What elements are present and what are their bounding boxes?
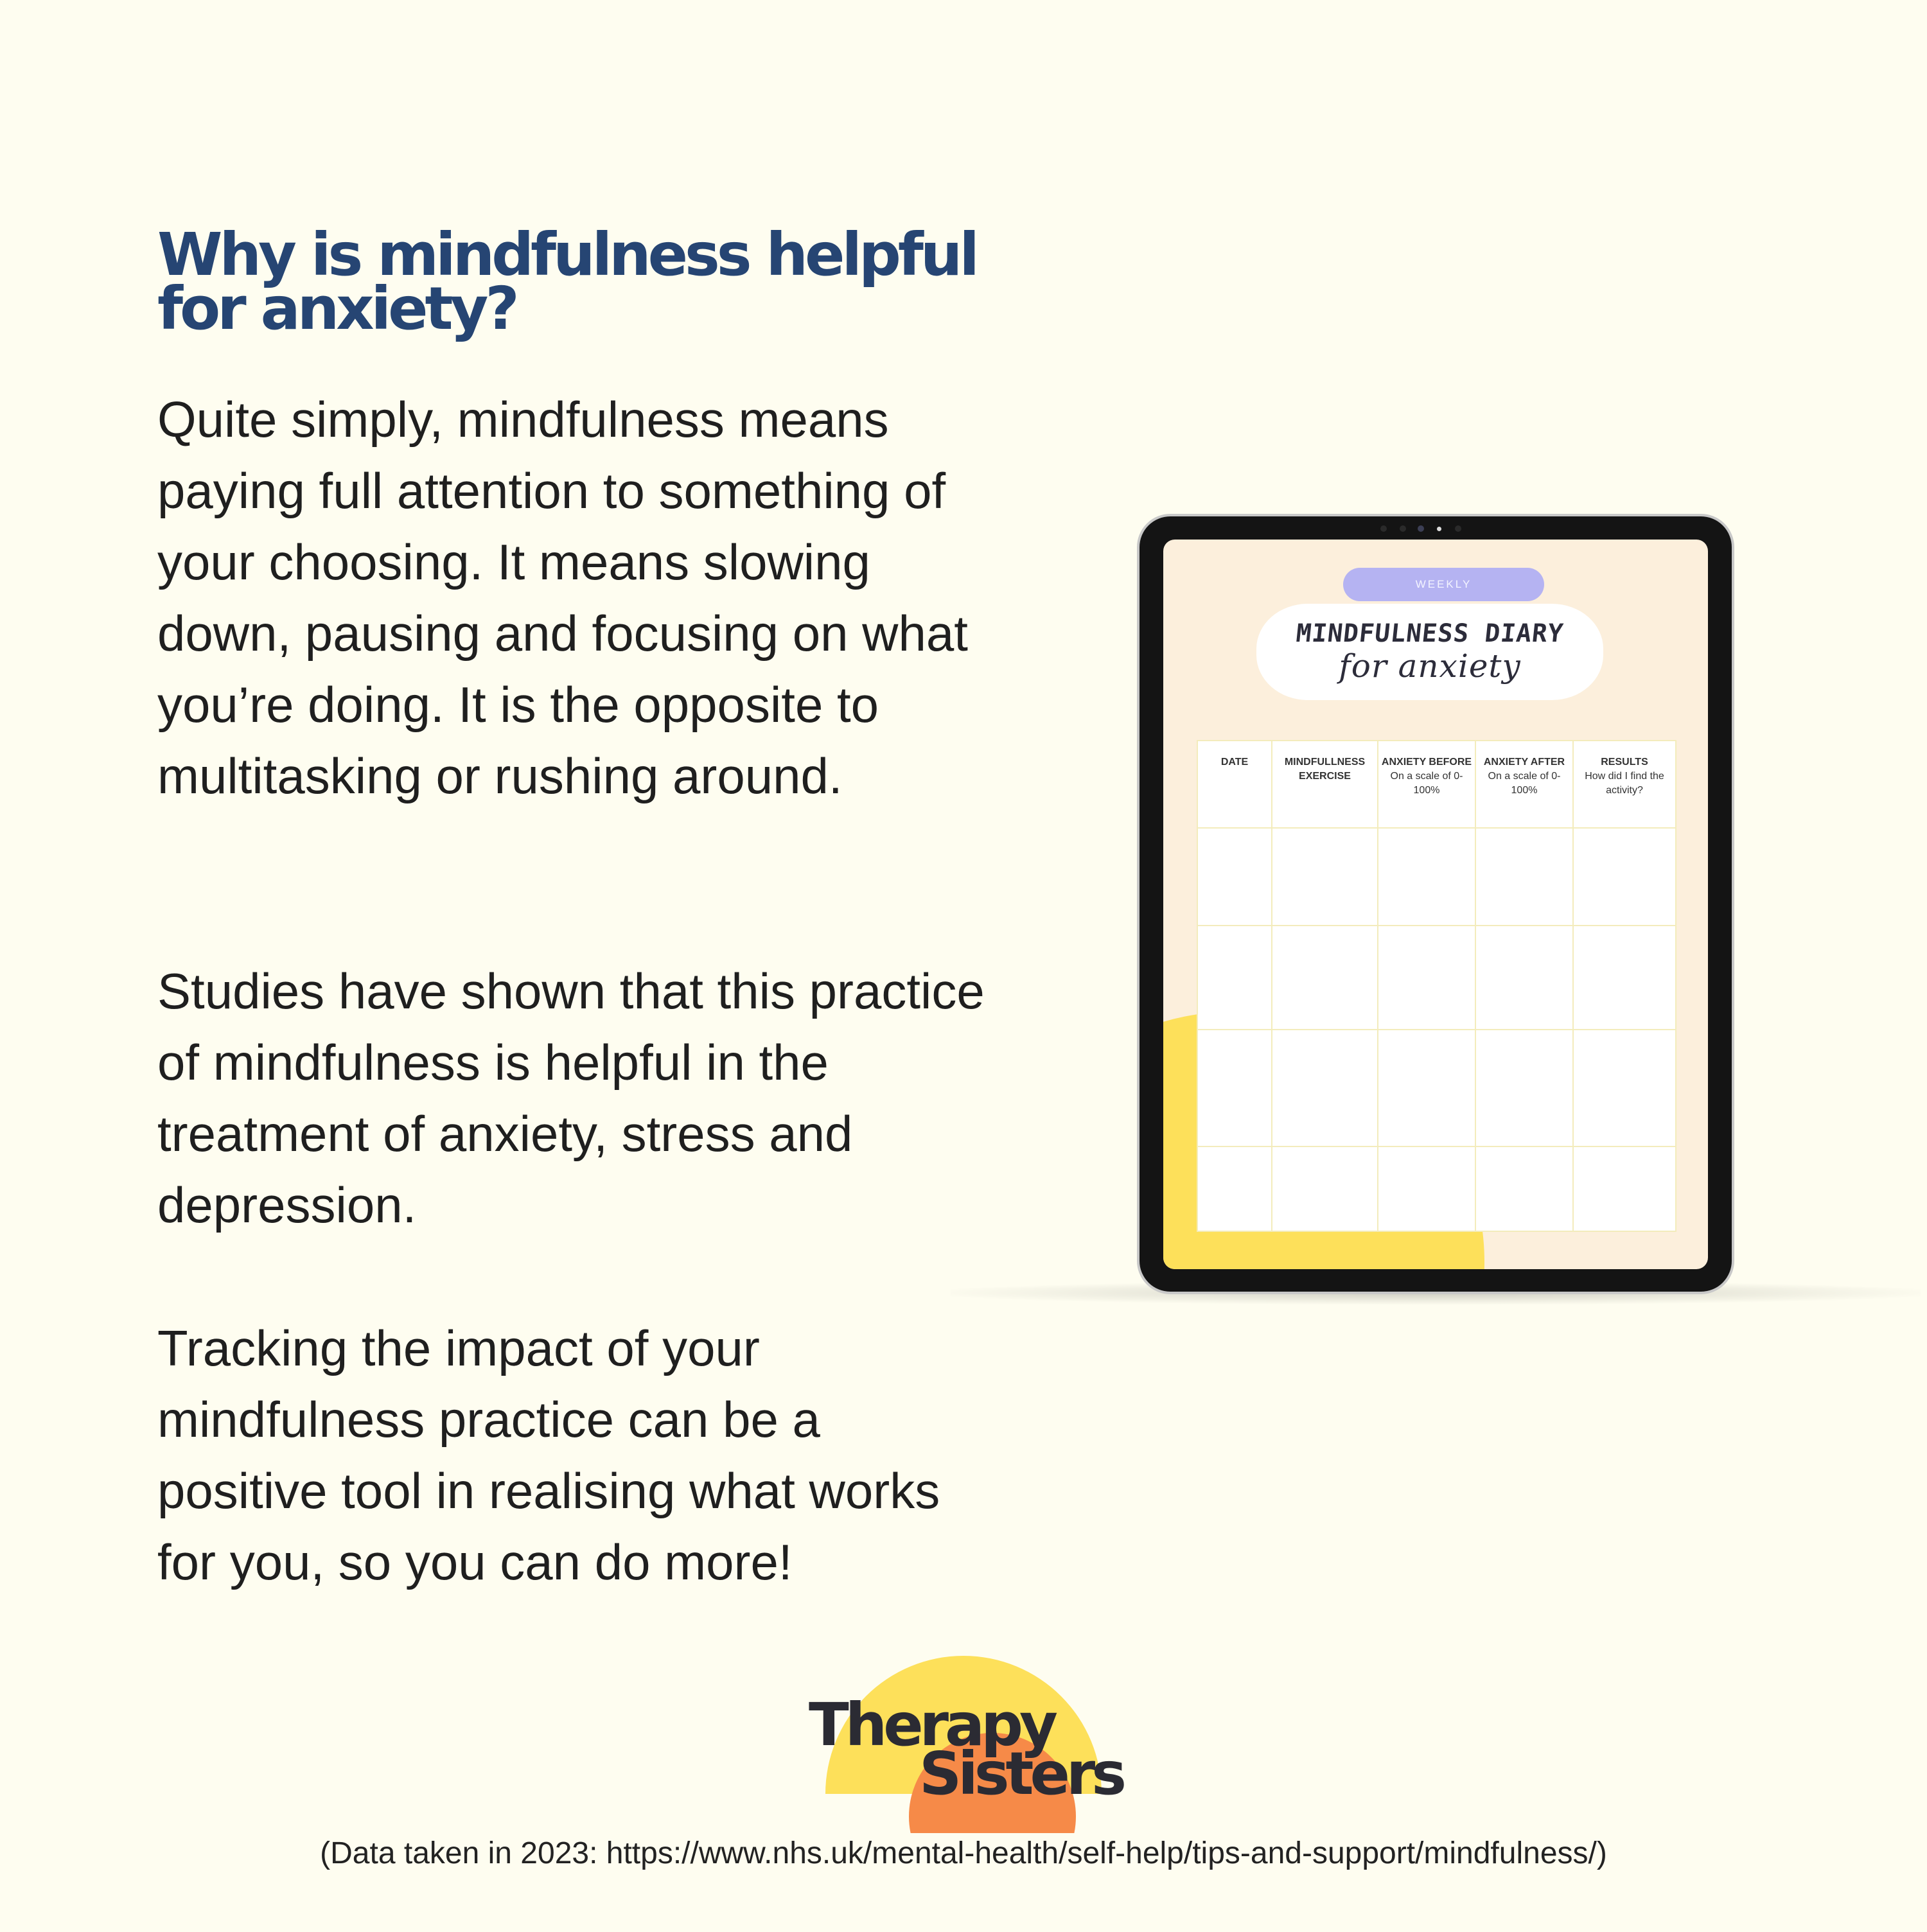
camera-lens-icon [1418, 525, 1424, 532]
table-cell [1272, 1146, 1378, 1231]
therapy-sisters-logo [806, 1656, 1123, 1808]
table-cell [1197, 1146, 1272, 1231]
column-header-results: RESULTS How did I find the activity? [1573, 741, 1676, 828]
table-cell [1378, 1146, 1475, 1231]
table-row [1197, 926, 1676, 1030]
diary-subtitle: for anxiety [1339, 647, 1521, 685]
tablet-mockup [1137, 514, 1734, 1294]
camera-bar [1380, 523, 1477, 534]
diary-table [1197, 740, 1676, 1232]
table-row [1197, 1030, 1676, 1146]
intro-paragraph: Quite simply, mindfulness means paying full attention to something of your choosing. It means slowing down, pausing and focusing on what you’re doing. It is the opposite to multitasking or rushing around. [157, 391, 968, 804]
source-footnote: (Data taken in 2023: https://www.nhs.uk/mental-health/self-help/tips-and-support/mindfulness/) [320, 1836, 1607, 1870]
column-header-anxiety-after: ANXIETY AFTER On a scale of 0-100% [1475, 741, 1573, 828]
table-cell [1573, 1030, 1676, 1146]
table-cell [1573, 828, 1676, 926]
table-cell [1272, 926, 1378, 1030]
table-cell [1272, 828, 1378, 926]
studies-paragraph: Studies have shown that this practice of mindfulness is helpful in the treatment of anxiety, stress and depression. [157, 963, 985, 1233]
tablet-screen [1163, 540, 1708, 1269]
logo-word-sisters: Sisters [919, 1739, 1123, 1808]
column-header-date: DATE [1197, 741, 1272, 828]
table-cell [1573, 1146, 1676, 1231]
sensor-dot [1400, 525, 1406, 532]
page-heading: Why is mindfulness helpful for anxiety? [157, 220, 976, 343]
table-cell [1475, 1030, 1573, 1146]
light-dot [1437, 527, 1441, 531]
table-cell [1378, 926, 1475, 1030]
table-cell [1378, 1030, 1475, 1146]
logo-word-therapy: Therapy [809, 1690, 1054, 1759]
table-cell [1573, 926, 1676, 1030]
table-cell [1475, 926, 1573, 1030]
weekly-badge: WEEKLY [1343, 568, 1544, 601]
column-header-exercise: MINDFULLNESS EXERCISE [1272, 741, 1378, 828]
table-header-row [1197, 741, 1676, 828]
table-cell [1272, 1030, 1378, 1146]
sensor-dot [1455, 525, 1461, 532]
table-cell [1475, 828, 1573, 926]
diary-title: MINDFULNESS DIARY [1294, 619, 1565, 648]
table-cell [1475, 1146, 1573, 1231]
tracking-paragraph: Tracking the impact of your mindfulness practice can be a positive tool in realising what works for you, so you can do more! [157, 1320, 940, 1590]
table-row [1197, 1146, 1676, 1231]
sensor-dot [1380, 525, 1387, 532]
column-header-anxiety-before: ANXIETY BEFORE On a scale of 0-100% [1378, 741, 1475, 828]
table-row [1197, 828, 1676, 926]
table-cell [1378, 828, 1475, 926]
diary-title-card [1256, 604, 1603, 700]
table-cell [1197, 1030, 1272, 1146]
table-cell [1197, 828, 1272, 926]
table-cell [1197, 926, 1272, 1030]
